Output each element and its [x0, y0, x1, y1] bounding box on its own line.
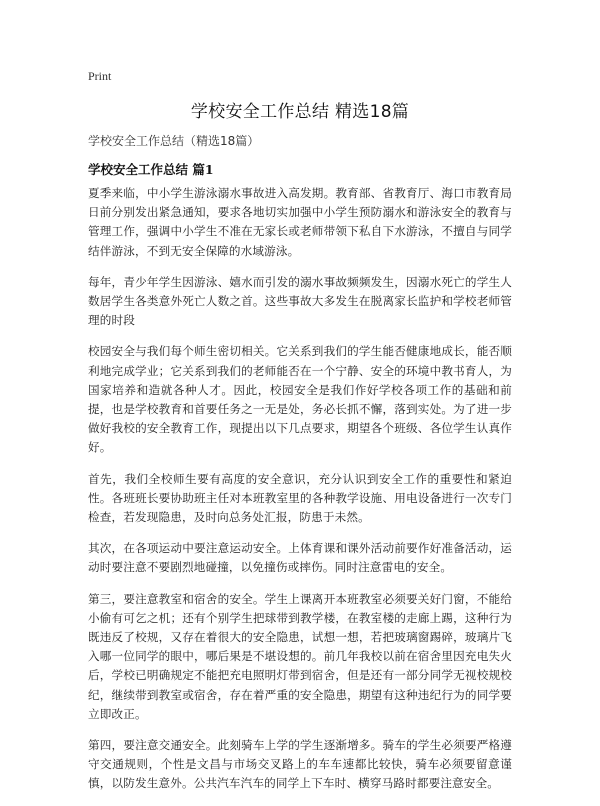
section-heading: 学校安全工作总结 篇1: [88, 162, 214, 177]
document-title: 学校安全工作总结 精选18篇: [190, 102, 410, 122]
document-subtitle: 学校安全工作总结（精选18篇）: [88, 134, 260, 148]
article-body: [88, 184, 512, 806]
paragraph-7: 第四，要注意交通安全。此刻骑车上学的学生逐渐增多。骑车的学生必须要严格遵守交通规则，个性是文昌与市场交叉路上的车车速都比较快，骑车必须要留意谨慎，以防发生意外。公共汽车汽车的同学上下车时、横穿马路时都要注意安全。: [88, 738, 512, 791]
paragraph-5: 其次，在各项运动中要注意运动安全。上体育课和课外活动前要作好准备活动，运动时要注意不要剧烈地碰撞，以免撞伤或摔伤。同时注意雷电的安全。: [88, 541, 512, 575]
paragraph-2: 每年，青少年学生因游泳、嬉水而引发的溺水事故频频发生，因溺水死亡的学生人数居学生各类意外死亡人数之首。这些事故大多发生在脱离家长监护和学校老师管理的时段: [88, 274, 512, 328]
print-link[interactable]: Print: [88, 69, 112, 83]
paragraph-3: 校园安全与我们每个师生密切相关。它关系到我们的学生能否健康地成长，能否顺利地完成学业；它关系到我们的老师能否在一个宁静、安全的环境中教书育人，为国家培养和造就各种人才。因此，校园安全是我们作好学校各项工作的基础和前提，也是学校教育和首要任务之一无是处，务必长抓不懈，落到实处。为了进一步做好我校的安全教育工作，现提出以下几点要求，期望各个班级、各位学生认真作好。: [88, 344, 512, 455]
paragraph-4: 首先，我们全校师生要有高度的安全意识，充分认识到安全工作的重要性和紧迫性。各班班长要协助班主任对本班教室里的各种教学设施、用电设备进行一次专门检查，若发现隐患，及时向总务处汇报，防患于未然。: [88, 471, 512, 525]
paragraph-6: 第三，要注意教室和宿舍的安全。学生上课离开本班教室必须要关好门窗，不能给小偷有可乞之机；还有个别学生把球带到教学楼，在教室楼的走廊上踢，这种行为既违反了校规，又存在着很大的安全隐患，试想一想，若把玻璃窗踢碎，玻璃片飞入哪一位同学的眼中，哪后果是不堪设想的。前几年我校以前在宿舍里因充电失火后，学校已明确规定不能把充电照明灯带到宿舍，但是还有一部分同学无视校规校纪，继续带到教室或宿舍，存在着严重的安全隐患，期望有这种违纪行为的同学要立即改正。: [88, 591, 512, 721]
paragraph-1: 夏季来临，中小学生游泳溺水事故进入高发期。教育部、省教育厅、海口市教育局日前分别发出紧急通知，要求各地切实加强中小学生预防溺水和游泳安全的教育与管理工作，强调中小学生不准在无家长或老师带领下私自下水游泳，不擅自与同学结伴游泳，不到无安全保障的水域游泳。: [88, 186, 512, 258]
